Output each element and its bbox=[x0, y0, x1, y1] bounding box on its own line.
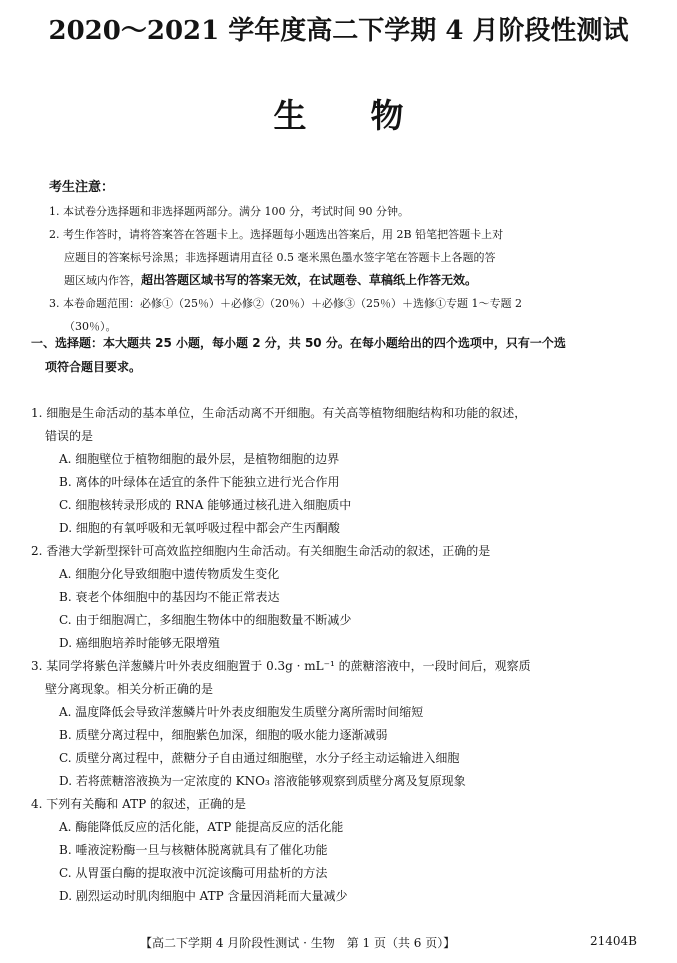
notice-item-1 bbox=[49, 200, 634, 223]
option-b: B. 唾液淀粉酶一旦与核糖体脱离就具有了催化功能 bbox=[59, 843, 328, 857]
option-a: A. 细胞壁位于植物细胞的最外层，是植物细胞的边界 bbox=[59, 452, 340, 466]
option-c: C. 由于细胞凋亡，多细胞生物体中的细胞数量不断减少 bbox=[59, 613, 352, 627]
question-stem-line-1: 1. 细胞是生命活动的基本单位，生命活动离不开细胞。有关高等植物细胞结构和功能的叙述， bbox=[31, 406, 527, 420]
question-stem-line-1: 4. 下列有关酶和 ATP 的叙述，正确的是 bbox=[31, 797, 246, 811]
notice-item-2 bbox=[49, 223, 634, 292]
notice-item-2-line-3 bbox=[49, 269, 634, 292]
notice-block bbox=[49, 176, 634, 338]
notice-item-2-line-1: 2. 考生作答时，请将答案答在答题卡上。选择题每小题选出答案后，用 2B 铅笔把答题卡上对 bbox=[49, 228, 504, 241]
section-heading bbox=[31, 331, 639, 379]
option-c: C. 细胞核转录形成的 RNA 能够通过核孔进入细胞质中 bbox=[59, 498, 352, 512]
option-d: D. 癌细胞培养时能够无限增殖 bbox=[59, 636, 220, 650]
question-stem-line-1: 2. 香港大学新型探针可高效监控细胞内生命活动。有关细胞生命活动的叙述，正确的是 bbox=[31, 544, 491, 558]
option-c: C. 质壁分离过程中，蔗糖分子自由通过细胞壁，水分子经主动运输进入细胞 bbox=[59, 751, 460, 765]
section-heading-line-1: 一、选择题：本大题共 25 小题，每小题 2 分，共 50 分。在每小题给出的四个选项中，只有一个选 bbox=[31, 336, 566, 350]
question-stem bbox=[31, 540, 643, 563]
notice-item-3-line-2: （30％）。 bbox=[64, 320, 117, 333]
option-c: C. 从胃蛋白酶的提取液中沉淀该酶可用盐析的方法 bbox=[59, 866, 328, 880]
notice-item-3-line-1: 3. 本卷命题范围：必修①（25％）＋必修②（20％）＋必修③（25％）＋选修①专题 1～专题 2 bbox=[49, 297, 522, 310]
option-a: A. 细胞分化导致细胞中遗传物质发生变化 bbox=[59, 567, 280, 581]
question-2 bbox=[31, 540, 643, 655]
question-1 bbox=[31, 402, 643, 540]
section-heading-line-2: 项符合题目要求。 bbox=[45, 360, 142, 374]
notice-item-2-line-3-text: 题区域内作答， bbox=[64, 274, 141, 287]
option-d: D. 若将蔗糖溶液换为一定浓度的 KNO₃ 溶液能够观察到质壁分离及复原现象 bbox=[59, 774, 466, 788]
question-stem-line-1: 3. 某同学将紫色洋葱鳞片叶外表皮细胞置于 0.3g · mL⁻¹ 的蔗糖溶液中，一段时间后，观察质 bbox=[31, 659, 531, 673]
option-b: B. 离体的叶绿体在适宜的条件下能独立进行光合作用 bbox=[59, 475, 340, 489]
question-stem-line-2: 错误的是 bbox=[45, 429, 94, 443]
option-b: B. 质壁分离过程中，细胞紫色加深，细胞的吸水能力逐渐减弱 bbox=[59, 728, 388, 742]
question-stem-line-2: 壁分离现象。相关分析正确的是 bbox=[45, 682, 214, 696]
option-d: D. 细胞的有氧呼吸和无氧呼吸过程中都会产生丙酮酸 bbox=[59, 521, 340, 535]
option-b: B. 衰老个体细胞中的基因均不能正常表达 bbox=[59, 590, 280, 604]
question-stem bbox=[31, 655, 643, 701]
notice-item-1-text: 1. 本试卷分选择题和非选择题两部分。满分 100 分，考试时间 90 分钟。 bbox=[49, 205, 409, 218]
exam-code: 21404B bbox=[590, 934, 637, 948]
page-footer: 【高二下学期 4 月阶段性测试 · 生物 第 1 页（共 6 页）】 bbox=[140, 936, 456, 950]
notice-emphasis: 超出答题区域书写的答案无效，在试题卷、草稿纸上作答无效。 bbox=[141, 273, 478, 287]
question-3 bbox=[31, 655, 643, 793]
subject-title: 生物 bbox=[273, 96, 468, 135]
notice-heading: 考生注意： bbox=[49, 180, 115, 195]
question-stem bbox=[31, 402, 643, 448]
question-4 bbox=[31, 793, 643, 908]
option-a: A. 温度降低会导致洋葱鳞片叶外表皮细胞发生质壁分离所需时间缩短 bbox=[59, 705, 424, 719]
question-stem bbox=[31, 793, 643, 816]
option-a: A. 酶能降低反应的活化能，ATP 能提高反应的活化能 bbox=[59, 820, 344, 834]
exam-title: 2020～2021 学年度高二下学期 4 月阶段性测试 bbox=[48, 16, 629, 46]
question-list bbox=[31, 402, 643, 908]
option-d: D. 剧烈运动时肌肉细胞中 ATP 含量因消耗而大量减少 bbox=[59, 889, 348, 903]
notice-item-2-line-2: 应题目的答案标号涂黑；非选择题请用直径 0.5 毫米黑色墨水签字笔在答题卡上各题的答 bbox=[64, 251, 496, 264]
